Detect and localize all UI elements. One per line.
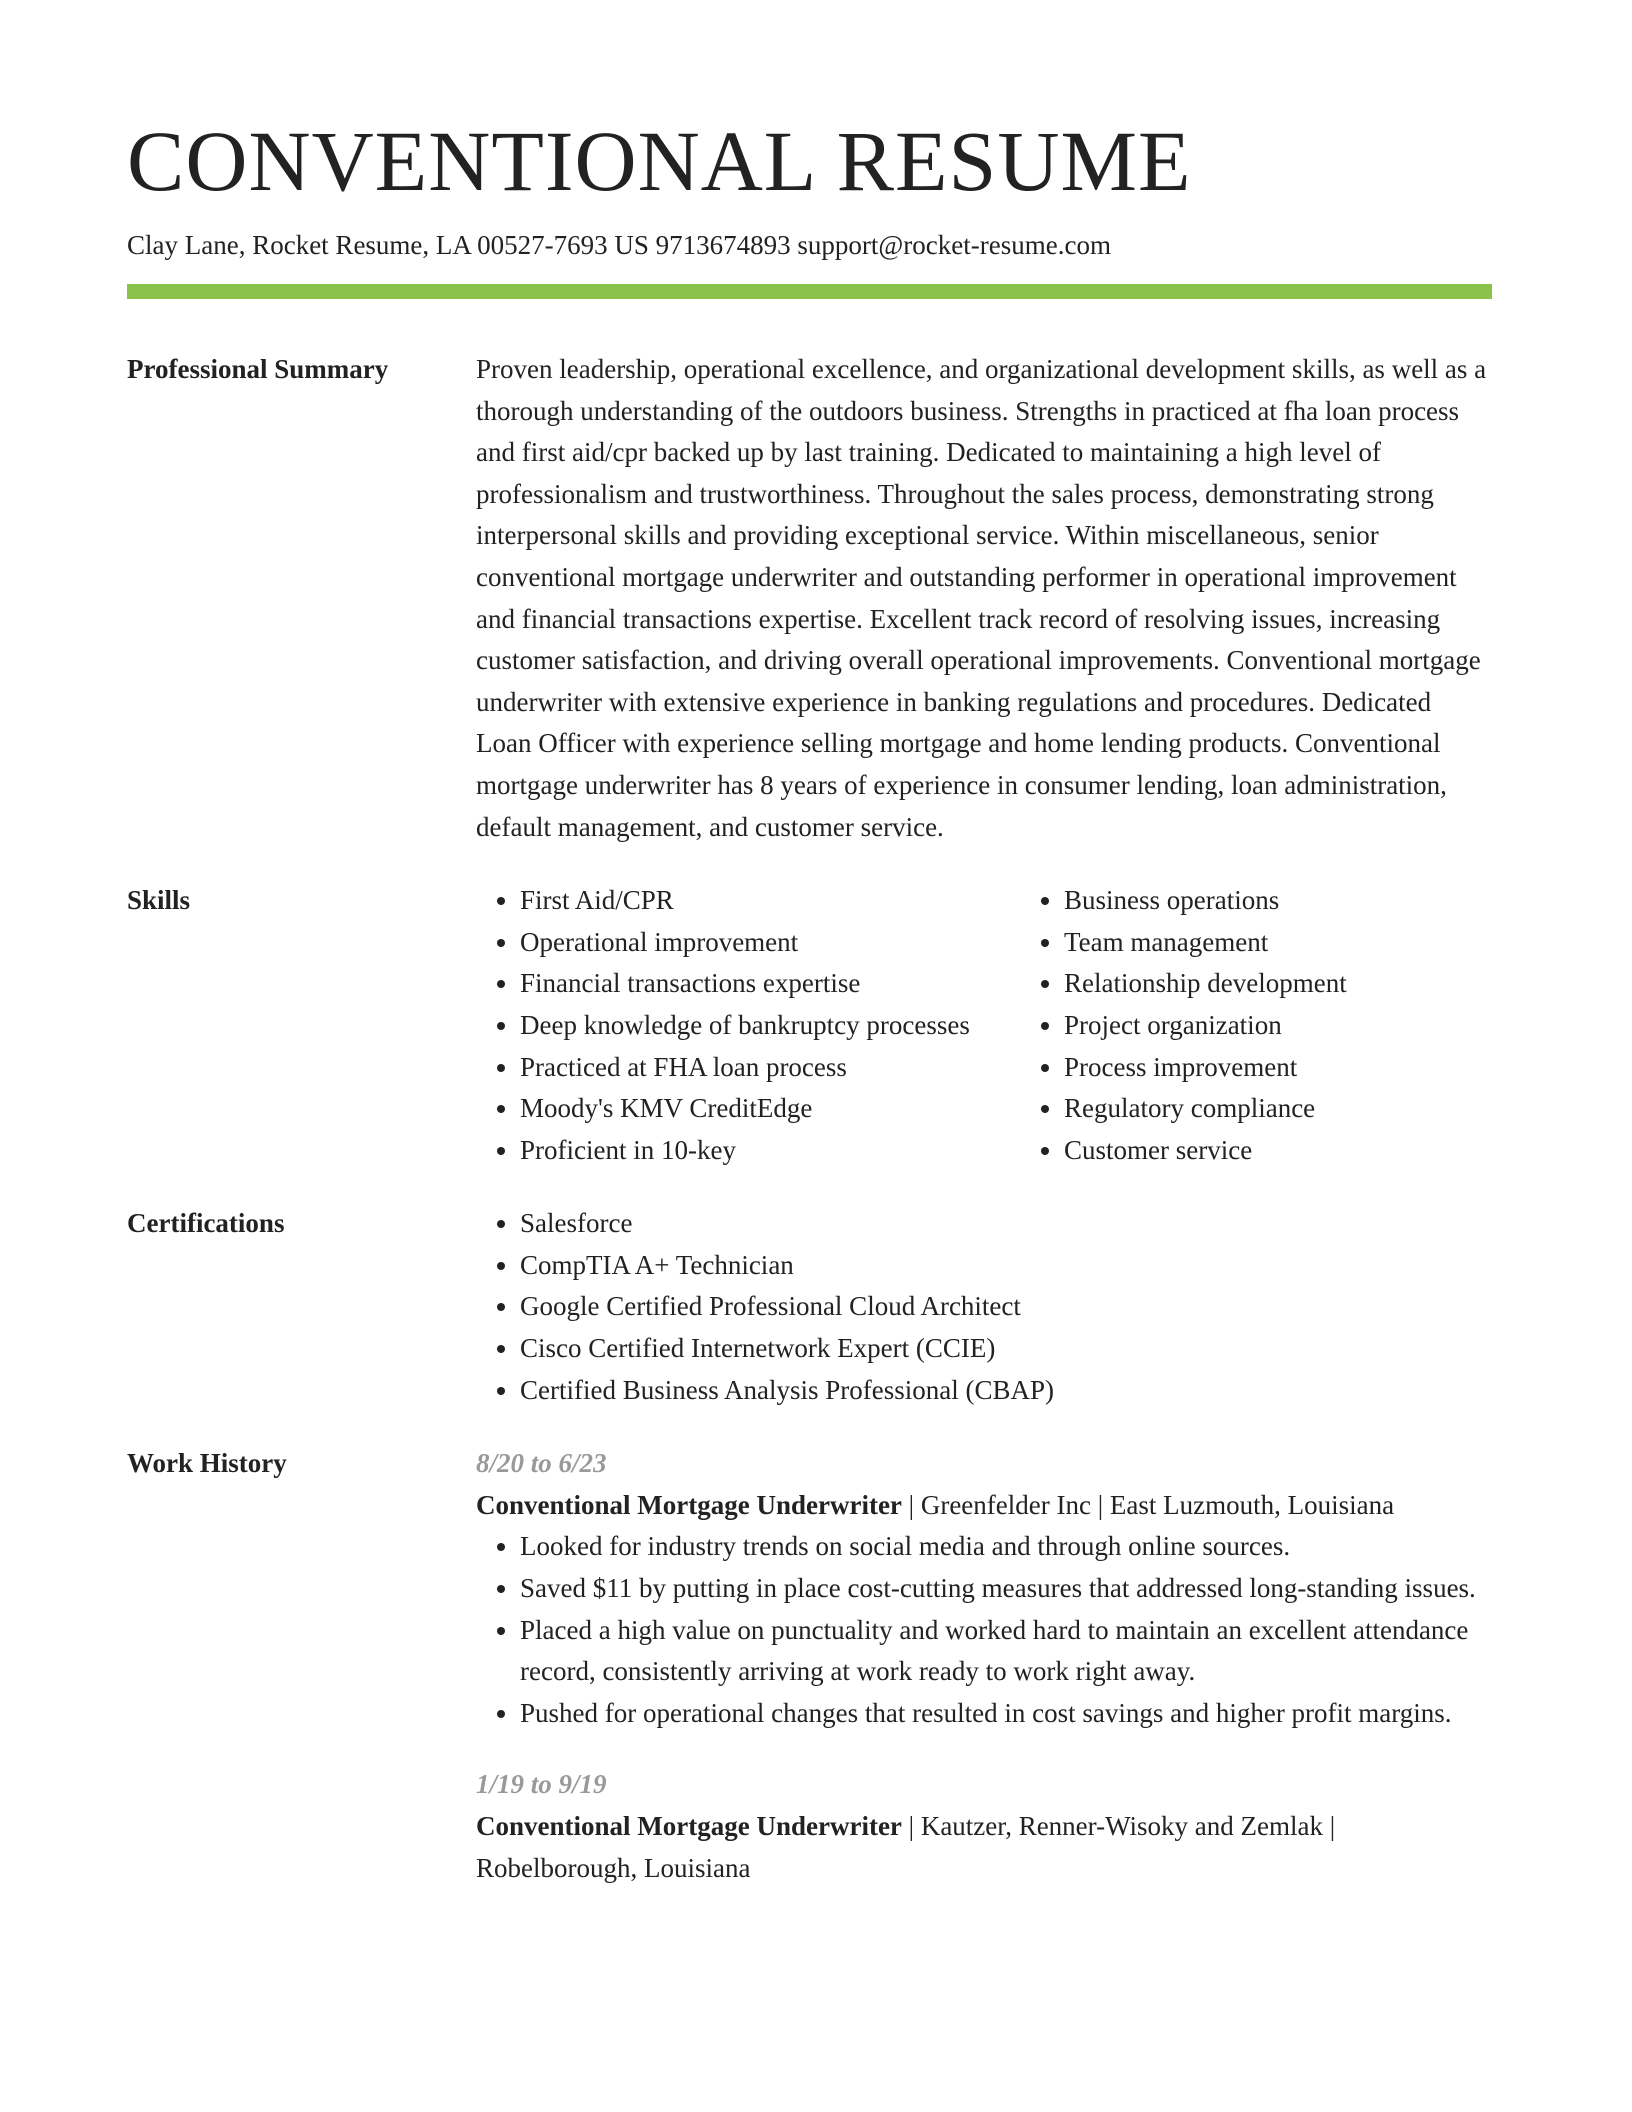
job-title: Conventional Mortgage Underwriter [476,1489,902,1520]
work-history-body [476,1443,1492,1889]
job-entry [476,1764,1492,1889]
certifications-section [127,1203,1492,1411]
responsibility-item: • Looked for industry trends on social media and through online sources. [520,1526,1492,1568]
certification-item: • CompTIA A+ Technician [520,1245,1492,1287]
summary-text: Proven leadership, operational excellence, and organizational development skills, as well as a thorough understanding of the outdoors business. Strengths in practiced at fha loan process and first aid/cpr backed up by last training. Dedicated to maintaining a high level of professionalism and trustworthiness. Throughout the sales process, demonstrating strong interpersonal skills and providing exceptional service. Within miscellaneous, senior conventional mortgage underwriter and outstanding performer in operational improvement and financial transactions expertise. Excellent track record of resolving issues, increasing customer satisfaction, and driving overall operational improvements. Conventional mortgage underwriter with extensive experience in banking regulations and procedures. Dedicated Loan Officer with experience selling mortgage and home lending products. Conventional mortgage underwriter has 8 years of experience in consumer lending, loan administration, default management, and customer service. [476,354,1487,842]
job-responsibilities [476,1526,1492,1734]
section-label-skills: Skills [127,885,191,916]
section-label-summary: Professional Summary [127,354,389,384]
certification-item: • Cisco Certified Internetwork Expert (CCIE) [520,1328,1492,1370]
skill-item: • Practiced at FHA loan process [520,1047,1020,1089]
skills-body [476,880,1564,1171]
skills-columns [476,880,1564,1171]
responsibility-item: • Placed a high value on punctuality and worked hard to maintain an excellent attendance record, consistently arriving at work ready to work right away. [520,1610,1492,1693]
skill-item: • Team management [1064,922,1564,964]
skill-item: • First Aid/CPR [520,880,1020,922]
skill-item: • Project organization [1064,1005,1564,1047]
skill-item: • Operational improvement [520,922,1020,964]
job-employer-location: | Kautzer, Renner-Wisoky and Zemlak | Robelborough, Louisiana [476,1811,1336,1883]
skills-list-left [476,880,1020,1171]
responsibility-item: • Pushed for operational changes that resulted in cost savings and higher profit margins. [520,1693,1492,1735]
certification-item: • Google Certified Professional Cloud Architect [520,1286,1492,1328]
skills-list-right [1020,880,1564,1171]
job-title: Conventional Mortgage Underwriter [476,1811,902,1841]
skill-item: • Business operations [1064,880,1564,922]
resume-title: CONVENTIONAL RESUME [127,113,1192,209]
certifications-list [476,1203,1492,1411]
section-label-certifications: Certifications [127,1208,285,1239]
skill-item: • Regulatory compliance [1064,1088,1564,1130]
skill-item: • Moody's KMV CreditEdge [520,1088,1020,1130]
summary-body [476,349,1492,848]
skill-item: • Financial transactions expertise [520,963,1020,1005]
skill-item: • Proficient in 10-key [520,1130,1020,1172]
job-entry [476,1443,1492,1734]
section-label-work-history: Work History [127,1448,287,1479]
job-dates: 8/20 to 6/23 [476,1448,607,1479]
responsibility-item: • Saved $11 by putting in place cost-cutting measures that addressed long-standing issues. [520,1568,1492,1610]
certifications-body [476,1203,1492,1411]
job-employer-location: | Greenfelder Inc | East Luzmouth, Louisiana [901,1489,1395,1520]
job-heading [476,1485,1492,1527]
resume-sections [127,349,1492,1889]
job-dates: 1/19 to 9/19 [476,1769,607,1800]
work-history-section [127,1443,1492,1889]
skill-item: • Process improvement [1064,1047,1564,1089]
job-heading [476,1806,1492,1889]
skill-item: • Customer service [1064,1130,1564,1172]
skills-section [127,880,1492,1171]
certification-item: • Certified Business Analysis Professional (CBAP) [520,1370,1492,1412]
professional-summary-section [127,349,1492,848]
contact-line: Clay Lane, Rocket Resume, LA 00527-7693 US 9713674893 support@rocket-resume.com [127,230,1111,260]
header-divider [127,284,1492,299]
skill-item: • Deep knowledge of bankruptcy processes [520,1005,1020,1047]
certification-item: • Salesforce [520,1203,1492,1245]
skill-item: • Relationship development [1064,963,1564,1005]
